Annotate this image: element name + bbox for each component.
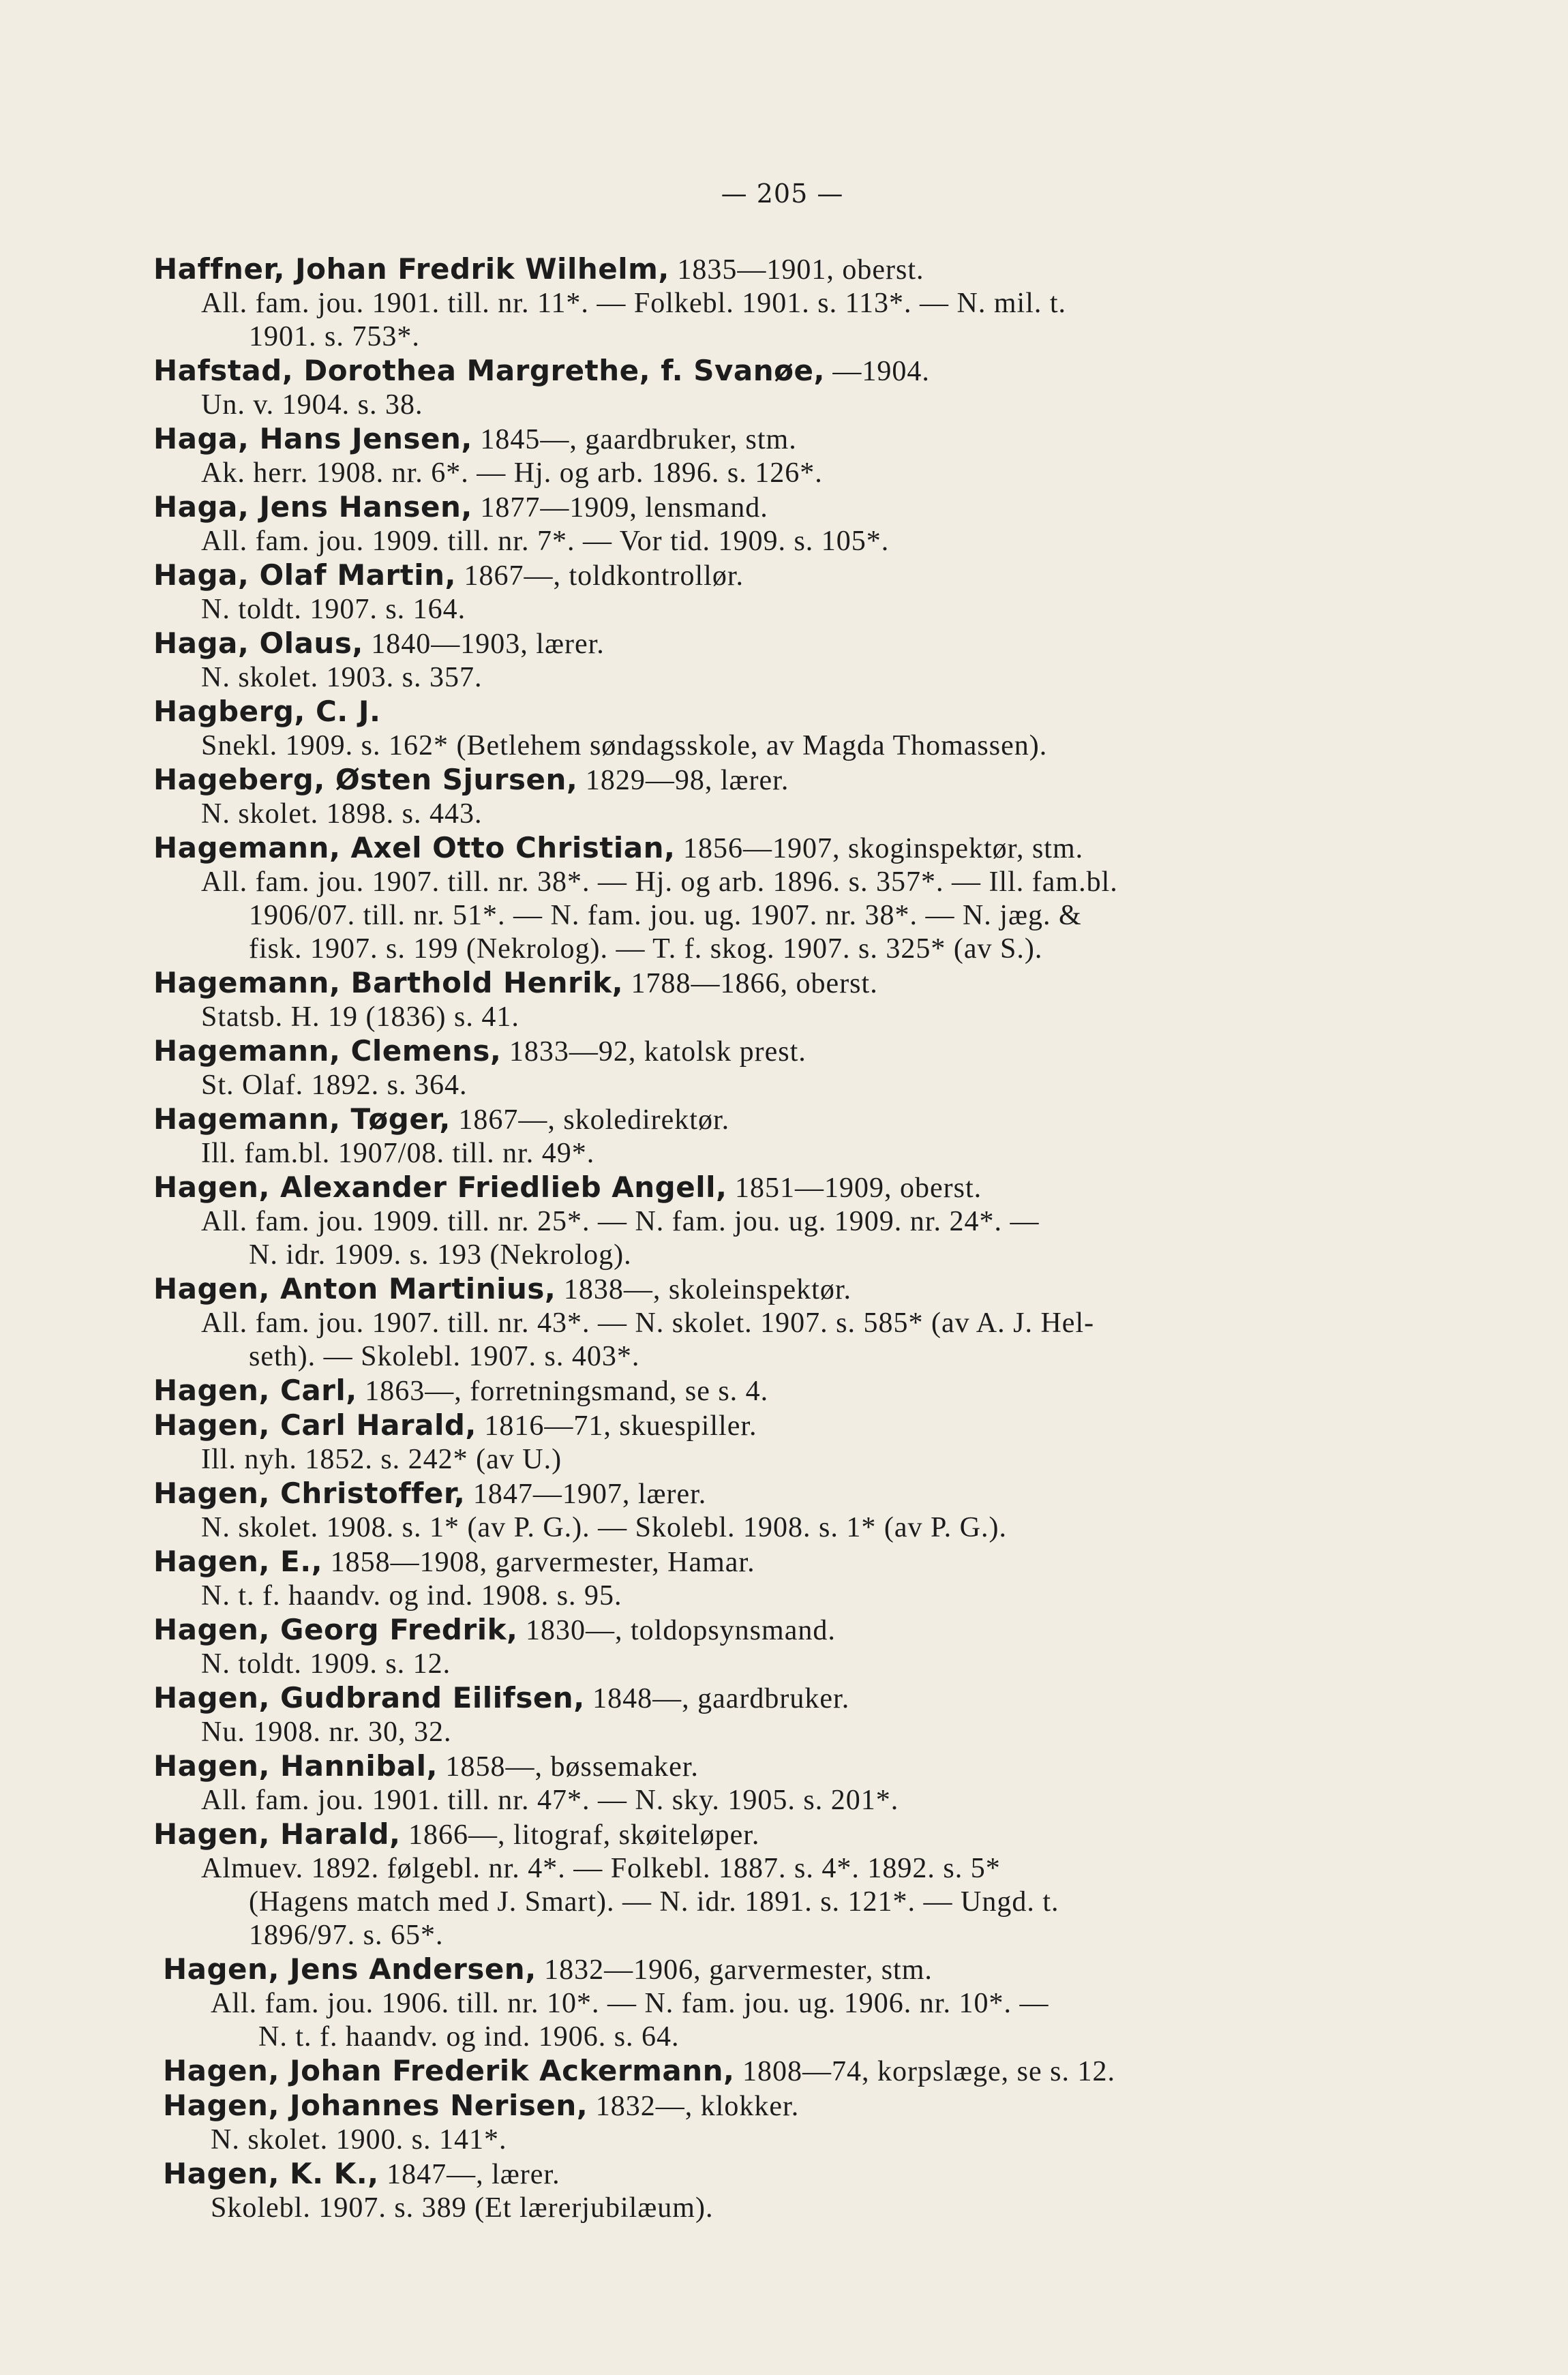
entry-name: Hagen, Anton Martinius, xyxy=(153,1272,556,1305)
entry xyxy=(153,1477,1336,1545)
entry-name: Hagemann, Clemens, xyxy=(153,1034,502,1068)
entry-name: Hagen, Christoffer, xyxy=(153,1477,466,1510)
entry-name: Hagen, Carl, xyxy=(153,1374,357,1407)
entry xyxy=(153,1817,1336,1952)
entry-heading xyxy=(153,1749,1336,1784)
entry-reference-line: N. t. f. haandv. og ind. 1908. s. 95. xyxy=(201,1580,622,1612)
entry-reference-line: Ak. herr. 1908. nr. 6*. — Hj. og arb. 1896. s. 126*. xyxy=(201,457,823,489)
entry-heading xyxy=(153,966,1336,1001)
entry-reference-line: All. fam. jou. 1901. till. nr. 11*. — Folkebl. 1901. s. 113*. — N. mil. t. xyxy=(201,288,1067,319)
entry-heading xyxy=(153,1374,1336,1408)
entry-info: 1847—1907, lærer. xyxy=(465,1479,707,1510)
entry xyxy=(153,626,1336,695)
entry-reference-line: 1901. s. 753*. xyxy=(249,321,420,352)
entry xyxy=(153,1170,1336,1272)
entry-heading xyxy=(153,1613,1336,1648)
entry xyxy=(153,763,1336,831)
entry-info: 1847—, lærer. xyxy=(378,2159,560,2190)
entry xyxy=(153,1102,1336,1170)
entry xyxy=(153,1749,1336,1817)
entry-reference-line: N. idr. 1909. s. 193 (Nekrolog). xyxy=(249,1239,632,1271)
entry-heading xyxy=(153,1102,1336,1137)
entry-heading xyxy=(163,1952,1336,1987)
entry-name: Hageberg, Østen Sjursen, xyxy=(153,763,578,796)
entry-reference-line: 1896/97. s. 65*. xyxy=(249,1920,444,1951)
entry xyxy=(153,1272,1336,1374)
entry-heading xyxy=(153,1817,1336,1852)
entry-reference-line: seth). — Skolebl. 1907. s. 403*. xyxy=(249,1341,640,1372)
entry-heading xyxy=(153,1408,1336,1443)
entry-reference-line: All. fam. jou. 1909. till. nr. 25*. — N. fam. jou. ug. 1909. nr. 24*. — xyxy=(201,1206,1040,1237)
entry-name: Hagen, Gudbrand Eilifsen, xyxy=(153,1681,585,1714)
entry xyxy=(153,558,1336,626)
entry-info: 1867—, toldkontrollør. xyxy=(456,560,744,592)
entry-heading xyxy=(163,2054,1336,2089)
entry-info: 1858—, bøssemaker. xyxy=(437,1751,699,1783)
entry-reference-line: Statsb. H. 19 (1836) s. 41. xyxy=(201,1001,519,1033)
entry-name: Hagen, Alexander Friedlieb Angell, xyxy=(153,1170,727,1204)
entry xyxy=(153,1408,1336,1477)
entry-reference-line: Un. v. 1904. s. 38. xyxy=(201,389,423,421)
entry-list xyxy=(153,252,1336,2225)
entry-reference-line: (Hagens match med J. Smart). — N. idr. 1891. s. 121*. — Ungd. t. xyxy=(249,1886,1059,1918)
entry-info: 1845—, gaardbruker, stm. xyxy=(472,424,797,455)
entry-heading xyxy=(153,1477,1336,1511)
entry-name: Hagen, Jens Andersen, xyxy=(163,1952,537,1986)
entry xyxy=(153,831,1336,966)
entry-name: Haga, Olaus, xyxy=(153,626,363,660)
entry-reference-line: Ill. nyh. 1852. s. 242* (av U.) xyxy=(201,1444,562,1475)
entry-info: 1867—, skoledirektør. xyxy=(450,1104,730,1136)
entry-name: Hagen, Harald, xyxy=(153,1817,401,1851)
entry xyxy=(153,422,1336,490)
entry-reference-line: All. fam. jou. 1901. till. nr. 47*. — N. sky. 1905. s. 201*. xyxy=(201,1785,899,1816)
entry-info: 1848—, gaardbruker. xyxy=(584,1683,850,1714)
entry-reference-line: N. skolet. 1908. s. 1* (av P. G.). — Skolebl. 1908. s. 1* (av P. G.). xyxy=(201,1512,1007,1543)
entry xyxy=(153,1034,1336,1102)
entry-heading xyxy=(153,831,1336,866)
entry-reference-line: 1906/07. till. nr. 51*. — N. fam. jou. ug. 1907. nr. 38*. — N. jæg. & xyxy=(249,900,1082,931)
entry-heading xyxy=(153,422,1336,457)
entry-name: Haga, Jens Hansen, xyxy=(153,490,472,524)
entry-reference-line: fisk. 1907. s. 199 (Nekrolog). — T. f. skog. 1907. s. 325* (av S.). xyxy=(249,933,1043,965)
entry-heading xyxy=(153,1681,1336,1716)
entry-reference-line: N. toldt. 1907. s. 164. xyxy=(201,594,466,625)
entry xyxy=(153,1681,1336,1749)
entry xyxy=(153,354,1336,422)
entry-heading xyxy=(163,2157,1336,2192)
entry-info: 1832—1906, garvermester, stm. xyxy=(536,1954,933,1986)
entry-info: 1856—1907, skoginspektør, stm. xyxy=(675,833,1084,864)
entry-reference-line: N. t. f. haandv. og ind. 1906. s. 64. xyxy=(258,2021,680,2053)
entry xyxy=(153,695,1336,763)
entry-name: Haga, Olaf Martin, xyxy=(153,558,456,592)
entry xyxy=(153,490,1336,558)
entry-reference-line: Nu. 1908. nr. 30, 32. xyxy=(201,1716,452,1748)
entry-heading xyxy=(153,763,1336,798)
entry-name: Hagemann, Barthold Henrik, xyxy=(153,966,624,999)
entry-reference-line: N. skolet. 1900. s. 141*. xyxy=(211,2124,507,2155)
entry-name: Hagen, Georg Fredrik, xyxy=(153,1613,518,1646)
entry-heading xyxy=(153,1034,1336,1069)
entry-name: Haga, Hans Jensen, xyxy=(153,422,472,455)
entry-info: —1904. xyxy=(824,356,930,387)
entry-info: 1866—, litograf, skøiteløper. xyxy=(400,1819,760,1851)
entry-name: Hagen, E., xyxy=(153,1545,323,1578)
entry xyxy=(153,252,1336,354)
entry-info: 1829—98, lærer. xyxy=(577,765,789,796)
entry-name: Hagen, Johannes Nerisen, xyxy=(163,2089,588,2122)
entry-info: 1832—, klokker. xyxy=(588,2091,800,2122)
entry-info: 1877—1909, lensmand. xyxy=(472,492,768,524)
entry xyxy=(153,1374,1336,1408)
entry xyxy=(163,2054,1336,2089)
entry xyxy=(153,1613,1336,1681)
entry-heading xyxy=(153,1170,1336,1205)
entry-reference-line: Skolebl. 1907. s. 389 (Et lærerjubilæum). xyxy=(211,2192,714,2224)
page-number: — 205 — xyxy=(721,179,844,209)
entry-name: Hagen, Carl Harald, xyxy=(153,1408,477,1442)
entry-info: 1833—92, katolsk prest. xyxy=(501,1036,806,1068)
entry-info: 1835—1901, oberst. xyxy=(669,254,924,286)
entry-heading xyxy=(153,252,1336,287)
entry-reference-line: Almuev. 1892. følgebl. nr. 4*. — Folkebl. 1887. s. 4*. 1892. s. 5* xyxy=(201,1853,1001,1884)
entry-heading xyxy=(153,1272,1336,1307)
entry-info: 1816—71, skuespiller. xyxy=(476,1410,757,1442)
entry-reference-line: Ill. fam.bl. 1907/08. till. nr. 49*. xyxy=(201,1138,595,1169)
entry-info: 1840—1903, lærer. xyxy=(363,629,605,660)
entry-info: 1863—, forretningsmand, se s. 4. xyxy=(357,1376,769,1407)
entry-reference-line: Snekl. 1909. s. 162* (Betlehem søndagsskole, av Magda Thomassen). xyxy=(201,730,1048,761)
entry-reference-line: N. skolet. 1898. s. 443. xyxy=(201,798,483,830)
entry-reference-line: All. fam. jou. 1907. till. nr. 38*. — Hj. og arb. 1896. s. 357*. — Ill. fam.bl. xyxy=(201,866,1118,898)
entry-info: 1838—, skoleinspektør. xyxy=(556,1274,852,1305)
entry-heading xyxy=(153,490,1336,525)
entry-name: Hagemann, Tøger, xyxy=(153,1102,451,1136)
entry xyxy=(153,1545,1336,1613)
entry-reference-line: N. toldt. 1909. s. 12. xyxy=(201,1648,451,1680)
entry-heading xyxy=(163,2089,1336,2123)
entry-reference-line: N. skolet. 1903. s. 357. xyxy=(201,662,483,693)
entry xyxy=(163,2157,1336,2225)
entry-heading xyxy=(153,626,1336,661)
entry-name: Haffner, Johan Fredrik Wilhelm, xyxy=(153,252,669,286)
entry-name: Hagberg, C. J. xyxy=(153,695,381,728)
entry-heading xyxy=(153,1545,1336,1579)
entry-reference-line: All. fam. jou. 1906. till. nr. 10*. — N. fam. jou. ug. 1906. nr. 10*. — xyxy=(211,1988,1049,2019)
entry-heading xyxy=(153,354,1336,389)
entry-info: 1830—, toldopsynsmand. xyxy=(517,1615,836,1646)
entry-heading xyxy=(153,695,1336,729)
entry-info: 1851—1909, oberst. xyxy=(727,1173,982,1204)
entry-name: Hagen, Johan Frederik Ackermann, xyxy=(163,2054,735,2087)
entry-heading xyxy=(153,558,1336,593)
entry-name: Hagen, Hannibal, xyxy=(153,1749,438,1783)
entry-info: 1858—1908, garvermester, Hamar. xyxy=(322,1547,755,1578)
entry-info: 1788—1866, oberst. xyxy=(623,968,878,999)
entry xyxy=(163,2089,1336,2157)
entry-name: Hafstad, Dorothea Margrethe, f. Svanøe, xyxy=(153,354,825,387)
entry xyxy=(163,1952,1336,2054)
entry-reference-line: All. fam. jou. 1907. till. nr. 43*. — N. skolet. 1907. s. 585* (av A. J. Hel- xyxy=(201,1307,1095,1339)
entry-name: Hagemann, Axel Otto Christian, xyxy=(153,831,676,864)
entry-info: 1808—74, korpslæge, se s. 12. xyxy=(734,2056,1115,2087)
entry-reference-line: All. fam. jou. 1909. till. nr. 7*. — Vor tid. 1909. s. 105*. xyxy=(201,526,890,557)
entry xyxy=(153,966,1336,1034)
entry-reference-line: St. Olaf. 1892. s. 364. xyxy=(201,1070,468,1101)
entry-name: Hagen, K. K., xyxy=(163,2157,379,2190)
